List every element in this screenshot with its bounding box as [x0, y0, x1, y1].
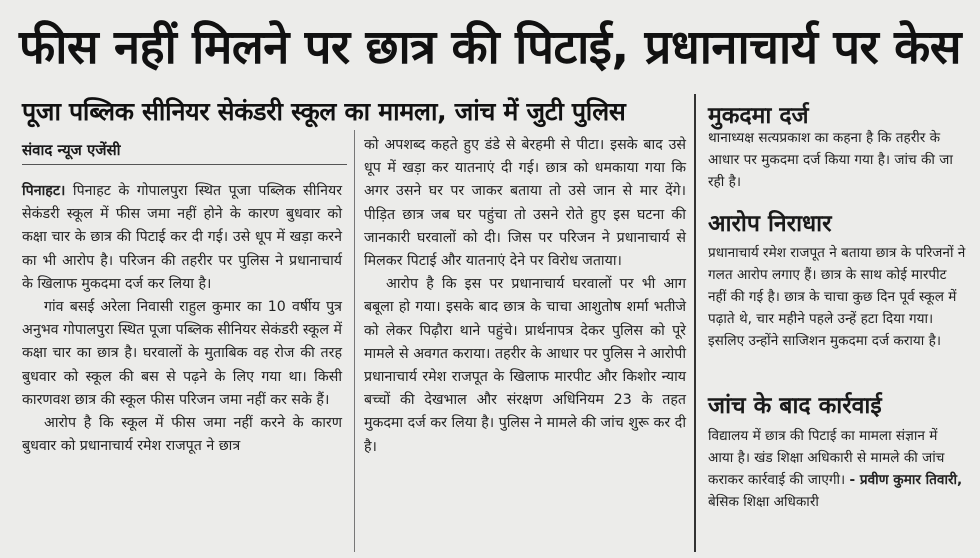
dateline: पिनाहट। — [22, 183, 66, 199]
headline: फीस नहीं मिलने पर छात्र की पिटाई, प्रधानाचार्य पर केस — [19, 20, 961, 75]
article-column-2 — [364, 134, 686, 459]
sidebar-heading-case-registered: मुकदमा दर्ज — [708, 103, 809, 129]
article-paragraph: गांव बसई अरेला निवासी राहुल कुमार का 10 वर्षीय पुत्र अनुभव गोपालपुरा स्थित पूजा पब्लिक सीनियर सेकंडरी स्कूल में कक्षा चार का छात्र है। घरवालों के मुताबिक वह रोज की तरह बुधवार को स्कूल की बस से पढ़ने के लिए गया था। किसी कारणवश छात्र की स्कूल फीस परिजन जमा नहीं कर सके हैं। — [22, 299, 342, 408]
column-divider-middle — [354, 130, 355, 552]
official-designation: बेसिक शिक्षा अधिकारी — [708, 494, 819, 510]
column-divider-right — [694, 94, 696, 552]
sidebar-text-action-after-probe — [708, 425, 966, 513]
article-paragraph: आरोप है कि स्कूल में फीस जमा नहीं करने के कारण बुधवार को प्रधानाचार्य रमेश राजपूत ने छात्र — [22, 415, 342, 455]
sidebar-text-allegation-baseless: प्रधानाचार्य रमेश राजपूत ने बताया छात्र के परिजनों ने गलत आरोप लगाए हैं। छात्र के साथ कोई मारपीट नहीं की गई है। छात्र के चाचा कुछ दिन पूर्व स्कूल में पढ़ाते थे, चार महीने पहले उन्हें हटा दिया गया। इसलिए उन्होंने साजिशन मुकदमा दर्ज कराया है। — [708, 245, 966, 349]
article-column-1 — [22, 180, 342, 458]
sidebar-heading-action-after-probe: जांच के बाद कार्रवाई — [708, 393, 882, 419]
article-paragraph: को अपशब्द कहते हुए डंडे से बेरहमी से पीटा। इसके बाद उसे धूप में खड़ा कर यातनाएं दी गई। छात्र को धमकाया गया कि अगर उसने घर पर जाकर बताया तो उसे जान से मार देंगे। पीड़ित छात्र जब घर पहुंचा तो उसने रोते हुए इस घटना की जानकारी घरवालों को दी। जिस पर परिजन ने प्रधानाचार्य से मिलकर पिटाई और यातनाएं देने पर विरोध जताया। — [364, 137, 686, 270]
official-signature: - प्रवीण कुमार तिवारी, — [849, 472, 963, 488]
subheadline: पूजा पब्लिक सीनियर सेकंडरी स्कूल का मामला, जांच में जुटी पुलिस — [22, 97, 626, 126]
article-paragraph — [22, 180, 342, 296]
byline: संवाद न्यूज एजेंसी — [22, 141, 121, 159]
sidebar-text-case-registered: थानाध्यक्ष सत्यप्रकाश का कहना है कि तहरीर के आधार पर मुकदमा दर्ज किया गया है। जांच की जा रही है। — [708, 130, 953, 190]
paragraph-text: पिनाहट के गोपालपुरा स्थित पूजा पब्लिक सीनियर सेकंडरी स्कूल में फीस जमा नहीं होने के कारण बुधवार को कक्षा चार के छात्र की पिटाई कर दी गई। उसे धूप में खड़ा करने का भी आरोप है। परिजन की तहरीर पर पुलिस ने प्रधानाचार्य के खिलाफ मुकदमा दर्ज कर लिया है। — [22, 183, 342, 292]
sidebar-action-text: विद्यालय में छात्र की पिटाई का मामला संज्ञान में आया है। खंड शिक्षा अधिकारी से मामले की जांच कराकर कार्रवाई की जाएगी। — [708, 428, 945, 488]
sidebar-heading-allegation-baseless: आरोप निराधार — [708, 211, 832, 237]
byline-rule — [22, 164, 347, 165]
article-paragraph: आरोप है कि इस पर प्रधानाचार्य घरवालों पर भी आग बबूला हो गया। इसके बाद छात्र के चाचा आशुतोष शर्मा भतीजे को लेकर पिढ़ौरा थाने पहुंचे। प्रार्थनापत्र देकर पुलिस को पूरे मामले से अवगत कराया। तहरीर के आधार पर पुलिस ने आरोपी प्रधानाचार्य रमेश राजपूत के खिलाफ मारपीट और किशोर न्याय बच्चों की देखभाल और संरक्षण अधिनियम 23 के तहत मुकदमा दर्ज कर लिया है। पुलिस ने मामले की जांच शुरू कर दी है। — [364, 276, 686, 455]
